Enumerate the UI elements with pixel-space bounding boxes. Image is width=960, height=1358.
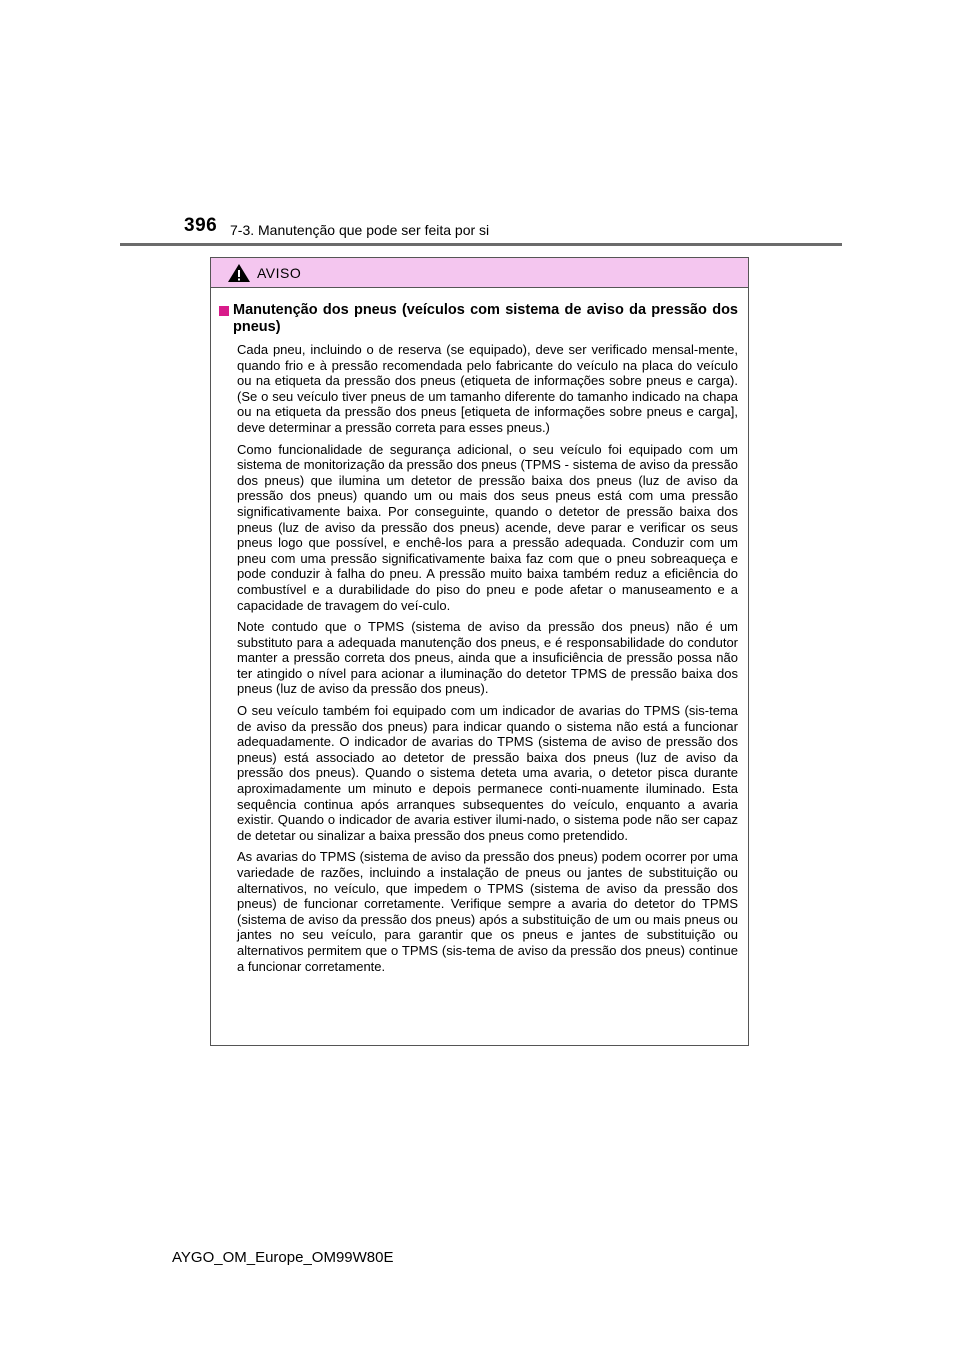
subsection-heading-text: Manutenção dos pneus (veículos com sistema de aviso da pressão dos pneus) bbox=[233, 302, 738, 335]
paragraph-driver-responsibility: Note contudo que o TPMS (sistema de aviso da pressão dos pneus) não é um substituto para a adequada manutenção dos pneus, e é responsabilidade do condutor manter a pressão correta dos pneus, ainda que a insuficiência de pressão possa não ter atingido o nível para acionar a iluminação do detetor TPMS de pressão baixa dos pneus (luz de aviso da pressão dos pneus). bbox=[237, 619, 738, 697]
square-bullet-icon bbox=[219, 306, 229, 316]
warning-header bbox=[211, 258, 748, 288]
paragraph-malfunction-indicator: O seu veículo também foi equipado com um indicador de avarias do TPMS (sis-tema de aviso da pressão dos pneus) para indicar quando o sistema não está a funcionar adequadamente. O indicador de avarias do TPMS (sistema de aviso de pressão dos pneus) está associado ao detetor de pressão baixa dos pneus (luz de aviso da pressão dos pneus). Quando o sistema deteta uma avaria, o detetor pisca durante aproximadamente um minuto e depois permanece conti-nuamente iluminado. Esta sequência continua após arranques subsequentes do veículo, enquanto a avaria existir. Quando o indicador de avaria estiver ilumi-nado, o sistema pode não ser capaz de detetar ou sinalizar a baixa pressão dos pneus como pretendido. bbox=[237, 703, 738, 843]
warning-label: AVISO bbox=[257, 264, 302, 281]
document-code: AYGO_OM_Europe_OM99W80E bbox=[172, 1249, 394, 1266]
warning-triangle-icon bbox=[227, 263, 251, 283]
section-title: 7-3. Manutenção que pode ser feita por si bbox=[230, 222, 490, 238]
page-number: 396 bbox=[184, 215, 218, 236]
warning-box bbox=[210, 257, 749, 1046]
paragraph-malfunction-causes: As avarias do TPMS (sistema de aviso da pressão dos pneus) podem ocorrer por uma variedade de razões, incluindo a instalação de pneus ou jantes de substituição ou alternativos, no veículo, que impedem o TPMS (sistema de aviso da pressão dos pneus) de funcionar corretamente. Verifique sempre a avaria do detetor do TPMS (sistema de aviso da pressão dos pneus) após a substituição de um ou mais pneus ou jantes no seu veículo, para garantir que os pneus e jantes de substituição ou alternativos permitem que o TPMS (sis-tema de aviso da pressão dos pneus) continue a funcionar corretamente. bbox=[237, 849, 738, 974]
header-divider bbox=[120, 243, 842, 246]
subsection-heading bbox=[219, 302, 738, 336]
paragraph-monthly-check: Cada pneu, incluindo o de reserva (se equipado), deve ser verificado mensal-mente, quando frio e à pressão recomendada pelo fabricante do veículo na placa do veículo ou na etiqueta da pressão dos pneus (etiqueta de informações sobre pneus e carga). (Se o seu veículo tiver pneus de um tamanho diferente do tamanho indicado na chapa ou na etiqueta da pressão dos pneus [etiqueta de informações sobre pneus e carga], deve determinar a pressão correta para esses pneus.) bbox=[237, 342, 738, 435]
warning-content bbox=[211, 288, 748, 974]
paragraph-tpms-description: Como funcionalidade de segurança adicional, o seu veículo foi equipado com um sistema de monitorização da pressão dos pneus (TPMS - sistema de aviso da pressão dos pneus) que ilumina um detetor de pressão baixa dos pneus (luz de aviso da pressão dos pneus) quando um ou mais dos seus pneus está com uma pressão significativamente baixa. Por conseguinte, quando o detetor de pressão baixa dos pneus (luz de aviso da pressão dos pneus) acende, deve parar e verificar os seus pneus logo que possível, e enchê-los para a pressão adequada. Conduzir com um pneu com uma pressão significativamente baixa faz com que o pneu sobreaqueça e pode conduzir à falha do pneu. A pressão muito baixa também reduz a eficiência do combustível e a durabilidade do piso do pneu e pode afetar o manuseamento e a capacidade de travagem do veí-culo. bbox=[237, 441, 738, 613]
